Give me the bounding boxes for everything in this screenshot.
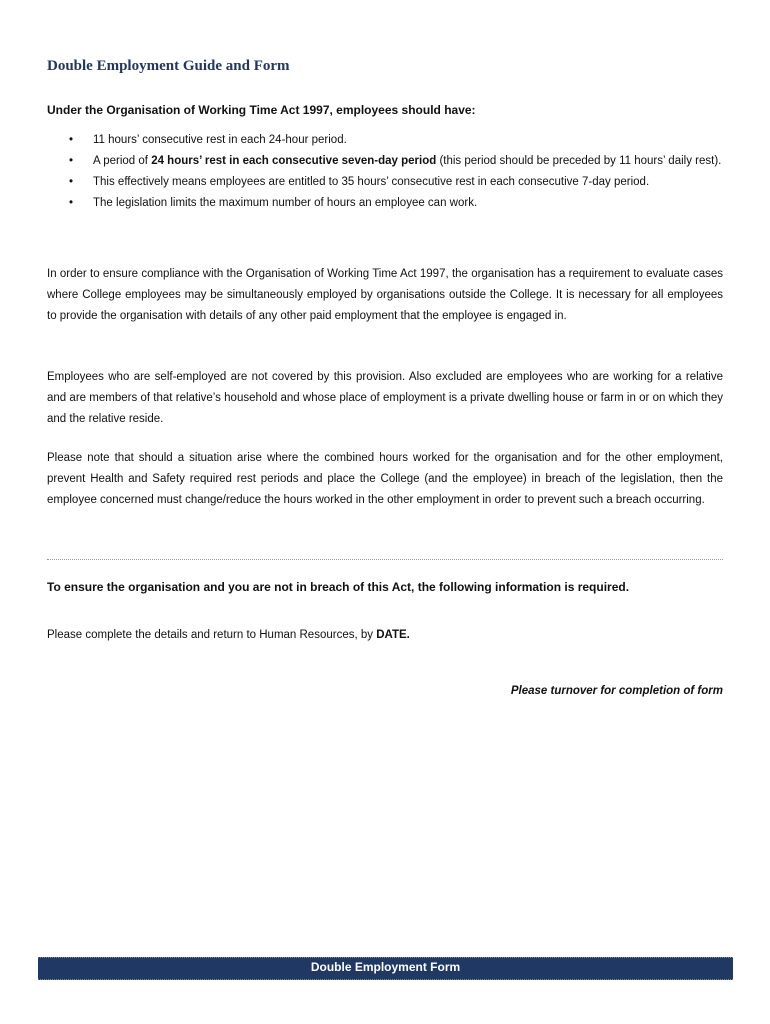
list-item-text: This effectively means employees are entitled to 35 hours’ consecutive rest in each consecutive 7-day period. (93, 176, 650, 188)
list-item (47, 130, 723, 151)
list-item-text: 11 hours’ consecutive rest in each 24-hour period. (93, 134, 347, 146)
exclusions-paragraph: Employees who are self-employed are not covered by this provision. Also excluded are employees who are working for a relative and are members of that relative’s household and whose place of employment is a private dwelling house or farm in or on which they and the relative reside. (47, 371, 723, 425)
bullet-icon: • (69, 197, 74, 209)
breach-paragraph: Please note that should a situation arise where the combined hours worked for the organisation and for the other employment, prevent Health and Safety required rest periods and place the College (and the employee) in breach of the legislation, then the employee concerned must change/reduce the hours worked in the other employment in order to prevent such a breach occurring. (47, 452, 723, 506)
return-instructions (47, 629, 410, 641)
list-item (47, 172, 723, 193)
required-notice: To ensure the organisation and you are not in breach of this Act, the following information is required. (47, 580, 630, 594)
list-item (47, 193, 723, 214)
list-item-text-bold: 24 hours’ rest in each consecutive seven-day period (151, 155, 437, 167)
compliance-paragraph: In order to ensure compliance with the Organisation of Working Time Act 1997, the organisation has a requirement to evaluate cases where College employees may be simultaneously employed by organisations outside the College. It is necessary for all employees to provide the organisation with details of any other paid employment that the employee is engaged in. (47, 268, 723, 322)
form-section-header: Double Employment Form (38, 957, 733, 980)
list-item-text: The legislation limits the maximum number of hours an employee can work. (93, 197, 478, 209)
section-divider (47, 559, 723, 560)
list-item (47, 151, 723, 172)
bullet-icon: • (69, 134, 74, 146)
return-instructions-text: Please complete the details and return to Human Resources, by (47, 629, 377, 641)
bullet-icon: • (69, 176, 74, 188)
turnover-note: Please turnover for completion of form (510, 685, 723, 697)
list-item-text-post: (this period should be preceded by 11 hours’ daily rest). (436, 155, 722, 167)
return-date: DATE. (376, 629, 410, 641)
bullet-icon: • (69, 155, 74, 167)
intro-heading: Under the Organisation of Working Time Act 1997, employees should have: (47, 103, 476, 117)
document-title: Double Employment Guide and Form (47, 58, 290, 74)
list-item-text-pre: A period of (93, 155, 152, 167)
rest-requirements-list (47, 130, 723, 214)
